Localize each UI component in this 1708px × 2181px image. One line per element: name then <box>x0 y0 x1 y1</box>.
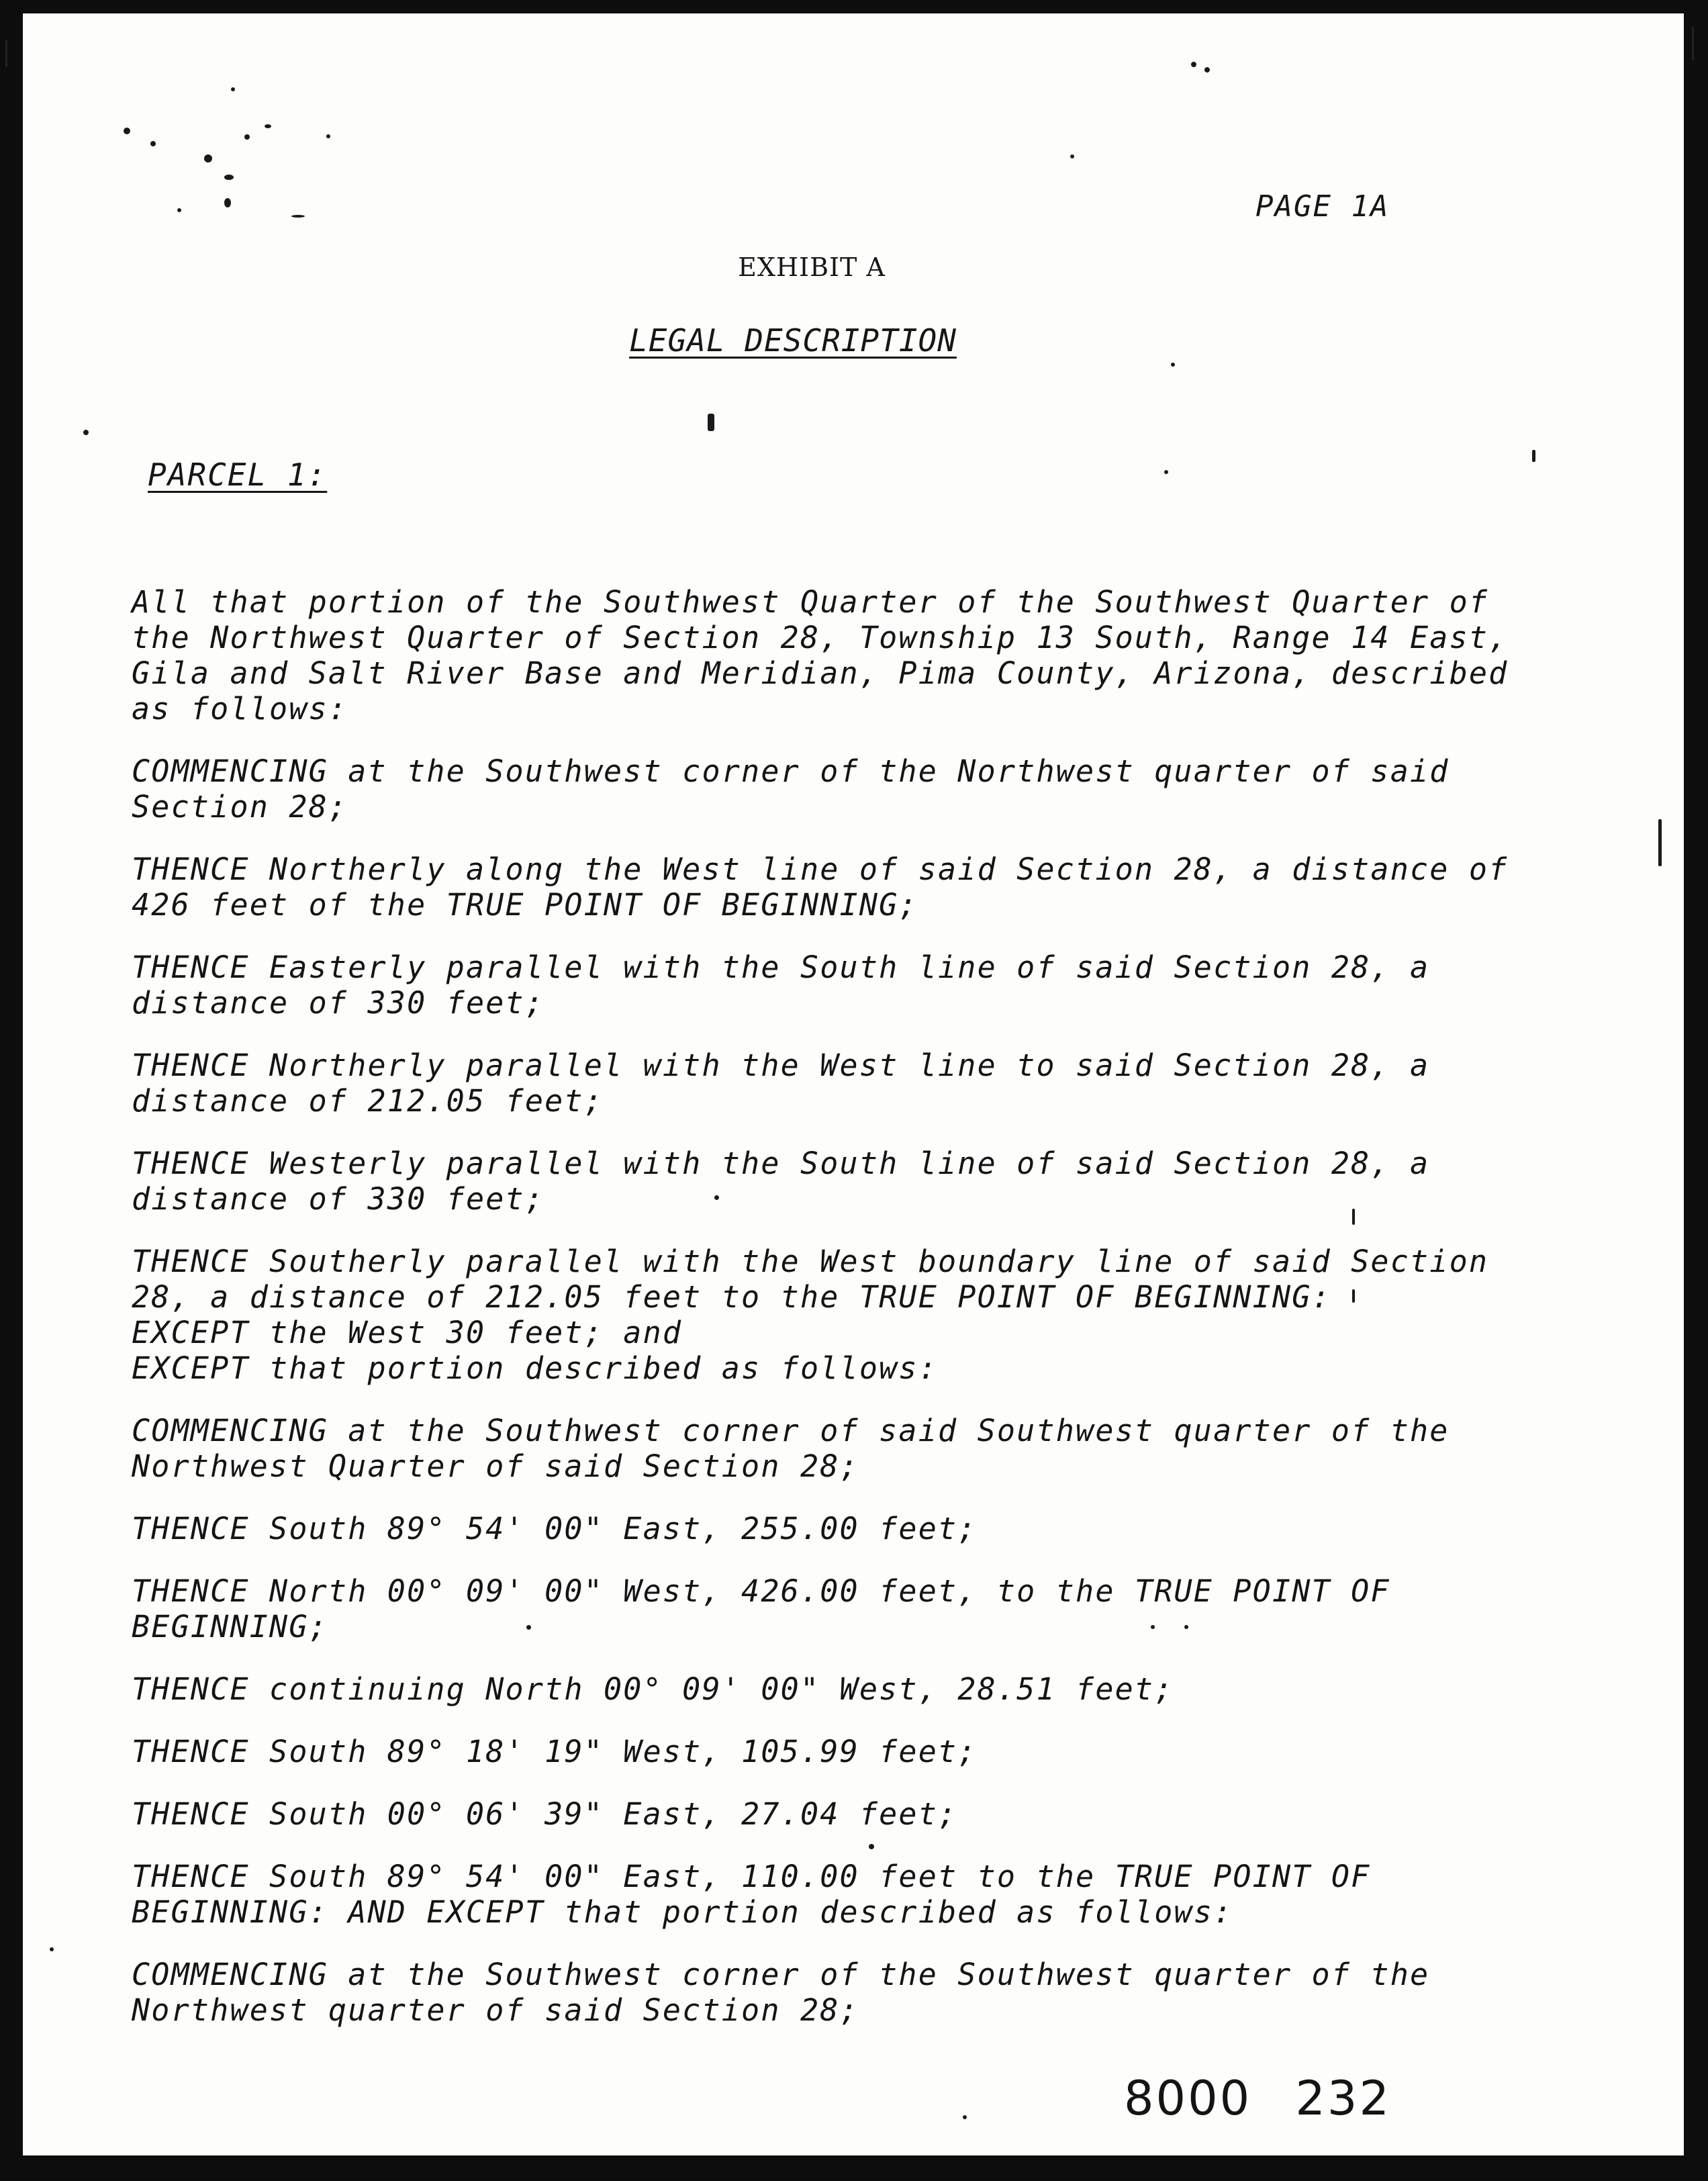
scan-speck <box>177 208 181 212</box>
paragraph-10: THENCE North 00° 09' 00" West, 426.00 feet, to the TRUE POINT OF BEGINNING; <box>132 1573 1390 1644</box>
scan-speck <box>50 1947 54 1951</box>
scan-speck <box>224 175 234 180</box>
paragraph-9: THENCE South 89° 54' 00" East, 255.00 feet; <box>132 1511 978 1546</box>
scan-speck <box>326 134 330 138</box>
paragraph-6: THENCE Westerly parallel with the South line of said Section 28, a distance of 330 feet; <box>132 1146 1430 1217</box>
scan-speck <box>150 141 156 146</box>
paragraph-12: THENCE South 89° 18' 19" West, 105.99 feet; <box>132 1734 978 1769</box>
scan-speck <box>1658 819 1662 866</box>
paragraph-15: COMMENCING at the Southwest corner of the Southwest quarter of the Northwest quarter of said Section 28; <box>132 1957 1430 2028</box>
parcel-label: PARCEL 1: <box>148 457 328 493</box>
scan-speck <box>124 128 130 134</box>
document-number: 8000 232 <box>1124 2071 1392 2126</box>
scan-speck <box>1164 470 1168 474</box>
scan-speck <box>83 430 89 435</box>
paragraph-4: THENCE Easterly parallel with the South line of said Section 28, a distance of 330 feet; <box>132 949 1430 1021</box>
page-label: PAGE 1A <box>1255 189 1390 224</box>
scan-speck <box>708 414 714 431</box>
scan-speck <box>204 154 212 163</box>
paragraph-1: All that portion of the Southwest Quarter of the Southwest Quarter of the Northwest Quarter of Section 28, Township 13 South, Range 14 East, Gila and Salt River Base and Meridian, Pima County, Arizona, described as follows: <box>132 584 1509 727</box>
paragraph-3: THENCE Northerly along the West line of said Section 28, a distance of 426 feet of the TRUE POINT OF BEGINNING; <box>132 851 1509 923</box>
exhibit-label-text: EXHIBIT A <box>738 252 886 282</box>
scan-speck <box>1171 363 1175 367</box>
scan-edge-mark <box>1692 27 1694 60</box>
scan-edge-mark <box>5 40 7 67</box>
scan-speck <box>1070 154 1074 158</box>
paragraph-2: COMMENCING at the Southwest corner of the Northwest quarter of said Section 28; <box>132 753 1450 825</box>
paragraph-8: COMMENCING at the Southwest corner of said Southwest quarter of the Northwest Quarter of said Section 28; <box>132 1413 1450 1484</box>
scan-speck <box>244 134 250 140</box>
document-title <box>23 322 1684 359</box>
exhibit-label <box>23 252 1684 282</box>
scan-speck <box>224 198 231 207</box>
document-page <box>23 13 1684 2155</box>
paragraph-5: THENCE Northerly parallel with the West line to said Section 28, a distance of 212.05 feet; <box>132 1048 1430 1119</box>
paragraph-14: THENCE South 89° 54' 00" East, 110.00 feet to the TRUE POINT OF BEGINNING: AND EXCEPT that portion described as follows: <box>132 1859 1371 1930</box>
document-title-text: LEGAL DESCRIPTION <box>629 322 957 359</box>
scan-speck <box>231 87 235 91</box>
scan-speck <box>265 124 271 128</box>
scan-speck <box>291 215 305 218</box>
scan-speck <box>1532 450 1535 462</box>
paragraph-11: THENCE continuing North 00° 09' 00" West, 28.51 feet; <box>132 1671 1174 1707</box>
paragraph-13: THENCE South 00° 06' 39" East, 27.04 feet; <box>132 1796 958 1832</box>
scan-speck <box>1204 67 1210 73</box>
scan-speck <box>1191 62 1196 67</box>
scan-speck <box>963 2115 967 2119</box>
legal-description-body <box>132 584 1568 2028</box>
paragraph-7: THENCE Southerly parallel with the West boundary line of said Section 28, a distance of 212.05 feet to the TRUE POINT OF BEGINNING: EXCEPT the West 30 feet; and EXCEPT that portion described as follows: <box>132 1244 1489 1386</box>
